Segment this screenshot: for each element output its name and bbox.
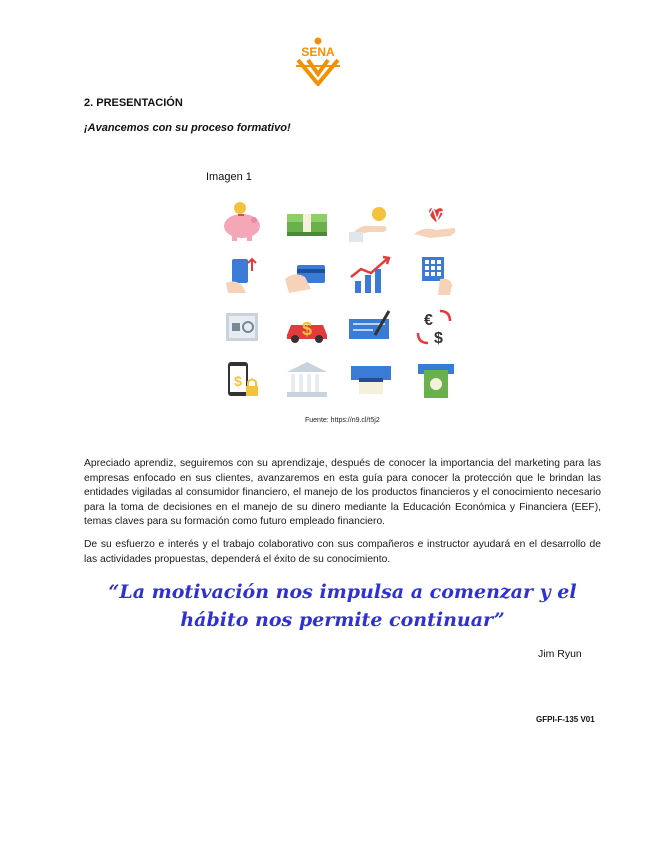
image-caption: Imagen 1 xyxy=(206,171,252,183)
svg-text:$: $ xyxy=(301,319,312,340)
currency-exchange-icon xyxy=(404,301,469,354)
bank-building-icon xyxy=(275,354,340,407)
hand-heart-icon xyxy=(404,196,469,249)
effort-paragraph: De su esfuerzo e interés y el trabajo colaborativo con sus compañeros e instructor ayudará en el desarrollo de las actividades propuestas, dependerá el éxito de su conocimiento. xyxy=(84,539,601,565)
finance-icon-grid xyxy=(210,196,468,406)
car-dollar-icon xyxy=(275,301,340,354)
calculator-hand-icon xyxy=(404,249,469,302)
phone-payment-icon xyxy=(210,249,275,302)
hand-coin-icon xyxy=(339,196,404,249)
motivation-quote: “La motivación nos impulsa a comenzar y el hábito nos permite continuar” xyxy=(108,581,577,631)
svg-text:$: $ xyxy=(433,330,443,348)
image-source: Fuente: https://n9.cl/t5j2 xyxy=(305,417,380,424)
sena-logo-text: SENA xyxy=(301,45,335,59)
safe-icon xyxy=(210,301,275,354)
intro-paragraph: Apreciado aprendiz, seguiremos con su aprendizaje, después de conocer la importancia del marketing para las empresas enfocado en sus clientes, avanzaremos en esta guía para conocer la protección que le brindan las entidades vigiladas al consumidor financiero, el manejo de los productos financieros y el conocimiento necesario para la toma de decisiones en el manejo de su dinero mediante la Educación Económica y Financiera (EEF), temas claves para su formación como futuro empleado financiero. xyxy=(84,458,601,528)
money-bill-icon xyxy=(404,354,469,407)
mobile-lock-icon xyxy=(210,354,275,407)
cash-stack-icon xyxy=(275,196,340,249)
svg-text:$: $ xyxy=(234,372,243,389)
quote-author: Jim Ryun xyxy=(538,648,582,660)
document-code: GFPI-F-135 V01 xyxy=(536,715,595,724)
piggy-bank-icon xyxy=(210,196,275,249)
atm-cash-icon xyxy=(339,354,404,407)
sena-logo xyxy=(294,36,342,86)
section-title: 2. PRESENTACIÓN xyxy=(84,97,183,109)
section-subtitle: ¡Avancemos con su proceso formativo! xyxy=(84,122,291,134)
hand-card-icon xyxy=(275,249,340,302)
growth-chart-icon xyxy=(339,249,404,302)
check-signing-icon xyxy=(339,301,404,354)
svg-text:€: € xyxy=(423,312,433,330)
